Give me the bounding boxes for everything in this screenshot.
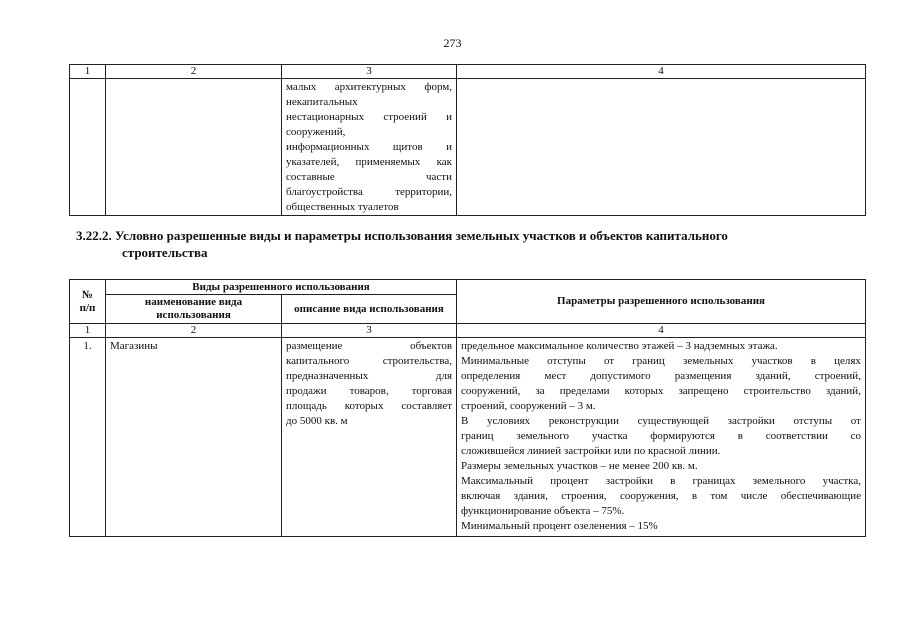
column-number: 3 (282, 324, 457, 338)
description-cell (282, 79, 457, 216)
section-title-line: строительства (122, 245, 208, 260)
text-line: нестационарных строений и (286, 111, 452, 123)
text-line: капитального строительства, (286, 355, 453, 367)
text-line: строений, сооружений – 3 м. (461, 400, 596, 412)
table-cell (106, 79, 282, 216)
table-row (70, 79, 866, 216)
header-col-name: наименование вида использования (106, 295, 282, 324)
text-line: предназначенных для (286, 370, 453, 382)
column-number: 1 (70, 324, 106, 338)
table-row (70, 338, 866, 537)
text-line: предельное максимальное количество этажей – 3 надземных этажа. (461, 340, 778, 352)
text-line: сооружений, за пределами которых запрещено строительство зданий, (461, 385, 861, 397)
column-number: 3 (282, 65, 457, 79)
continued-table (69, 64, 866, 216)
column-number: 2 (106, 324, 282, 338)
header-group: Виды разрешенного использования (106, 280, 457, 295)
text-line: Размеры земельных участков – не менее 200 кв. м. (461, 460, 698, 472)
table-cell (457, 79, 866, 216)
text-line: некапитальных (286, 96, 358, 108)
column-number: 4 (457, 65, 866, 79)
text-line: продажи товаров, торговая (286, 385, 453, 397)
text-line: Минимальный процент озеленения – 15% (461, 520, 658, 532)
header-params: Параметры разрешенного использования (457, 280, 866, 324)
header-col-desc: описание вида использования (282, 295, 457, 324)
text-line: Минимальные отступы от границ земельных участков в целях (461, 355, 861, 367)
text-line: до 5000 кв. м (286, 415, 348, 427)
use-description (282, 338, 457, 537)
table-cell (70, 79, 106, 216)
use-parameters (457, 338, 866, 537)
text-line: Максимальный процент застройки в границах земельного участка, (461, 475, 861, 487)
text-line: границ земельного участка формируются в соответствии со (461, 430, 862, 442)
header-num (70, 280, 106, 324)
section-title-line: 3.22.2. Условно разрешенные виды и параметры использования земельных участков и объектов капитального (76, 228, 728, 243)
text-line: размещение объектов (286, 340, 453, 352)
column-numbers-row (70, 65, 866, 79)
column-number: 4 (457, 324, 866, 338)
text-line: функционирование объекта – 75%. (461, 505, 625, 517)
text-line: В условиях реконструкции существующей застройки отступы от (461, 415, 861, 427)
use-name: Магазины (106, 338, 282, 537)
column-numbers-row (70, 324, 866, 338)
text-line: определения мест допустимого размещения зданий, строений, (461, 370, 861, 382)
text-line: сооружений, (286, 126, 346, 138)
row-number: 1. (70, 338, 106, 537)
header-row (70, 280, 866, 295)
text-line: составные части (286, 171, 452, 183)
page-number: 273 (443, 36, 462, 50)
column-number: 2 (106, 65, 282, 79)
text-line: информационных щитов и (286, 141, 452, 153)
section-title (76, 227, 856, 261)
text-line: площадь которых составляет (286, 400, 453, 412)
conditional-use-table (69, 279, 866, 537)
text-line: благоустройства территории, (286, 186, 452, 198)
text-line: включая здания, строения, сооружения, в том числе обеспечивающие (461, 490, 862, 502)
text-line: малых архитектурных форм, (286, 81, 452, 93)
column-number: 1 (70, 65, 106, 79)
text-line: сложившейся линией застройки или по красной линии. (461, 445, 721, 457)
header-num-text: № п/п (79, 288, 96, 314)
text-line: общественных туалетов (286, 201, 399, 213)
text-line: указателей, применяемых как (286, 156, 452, 168)
